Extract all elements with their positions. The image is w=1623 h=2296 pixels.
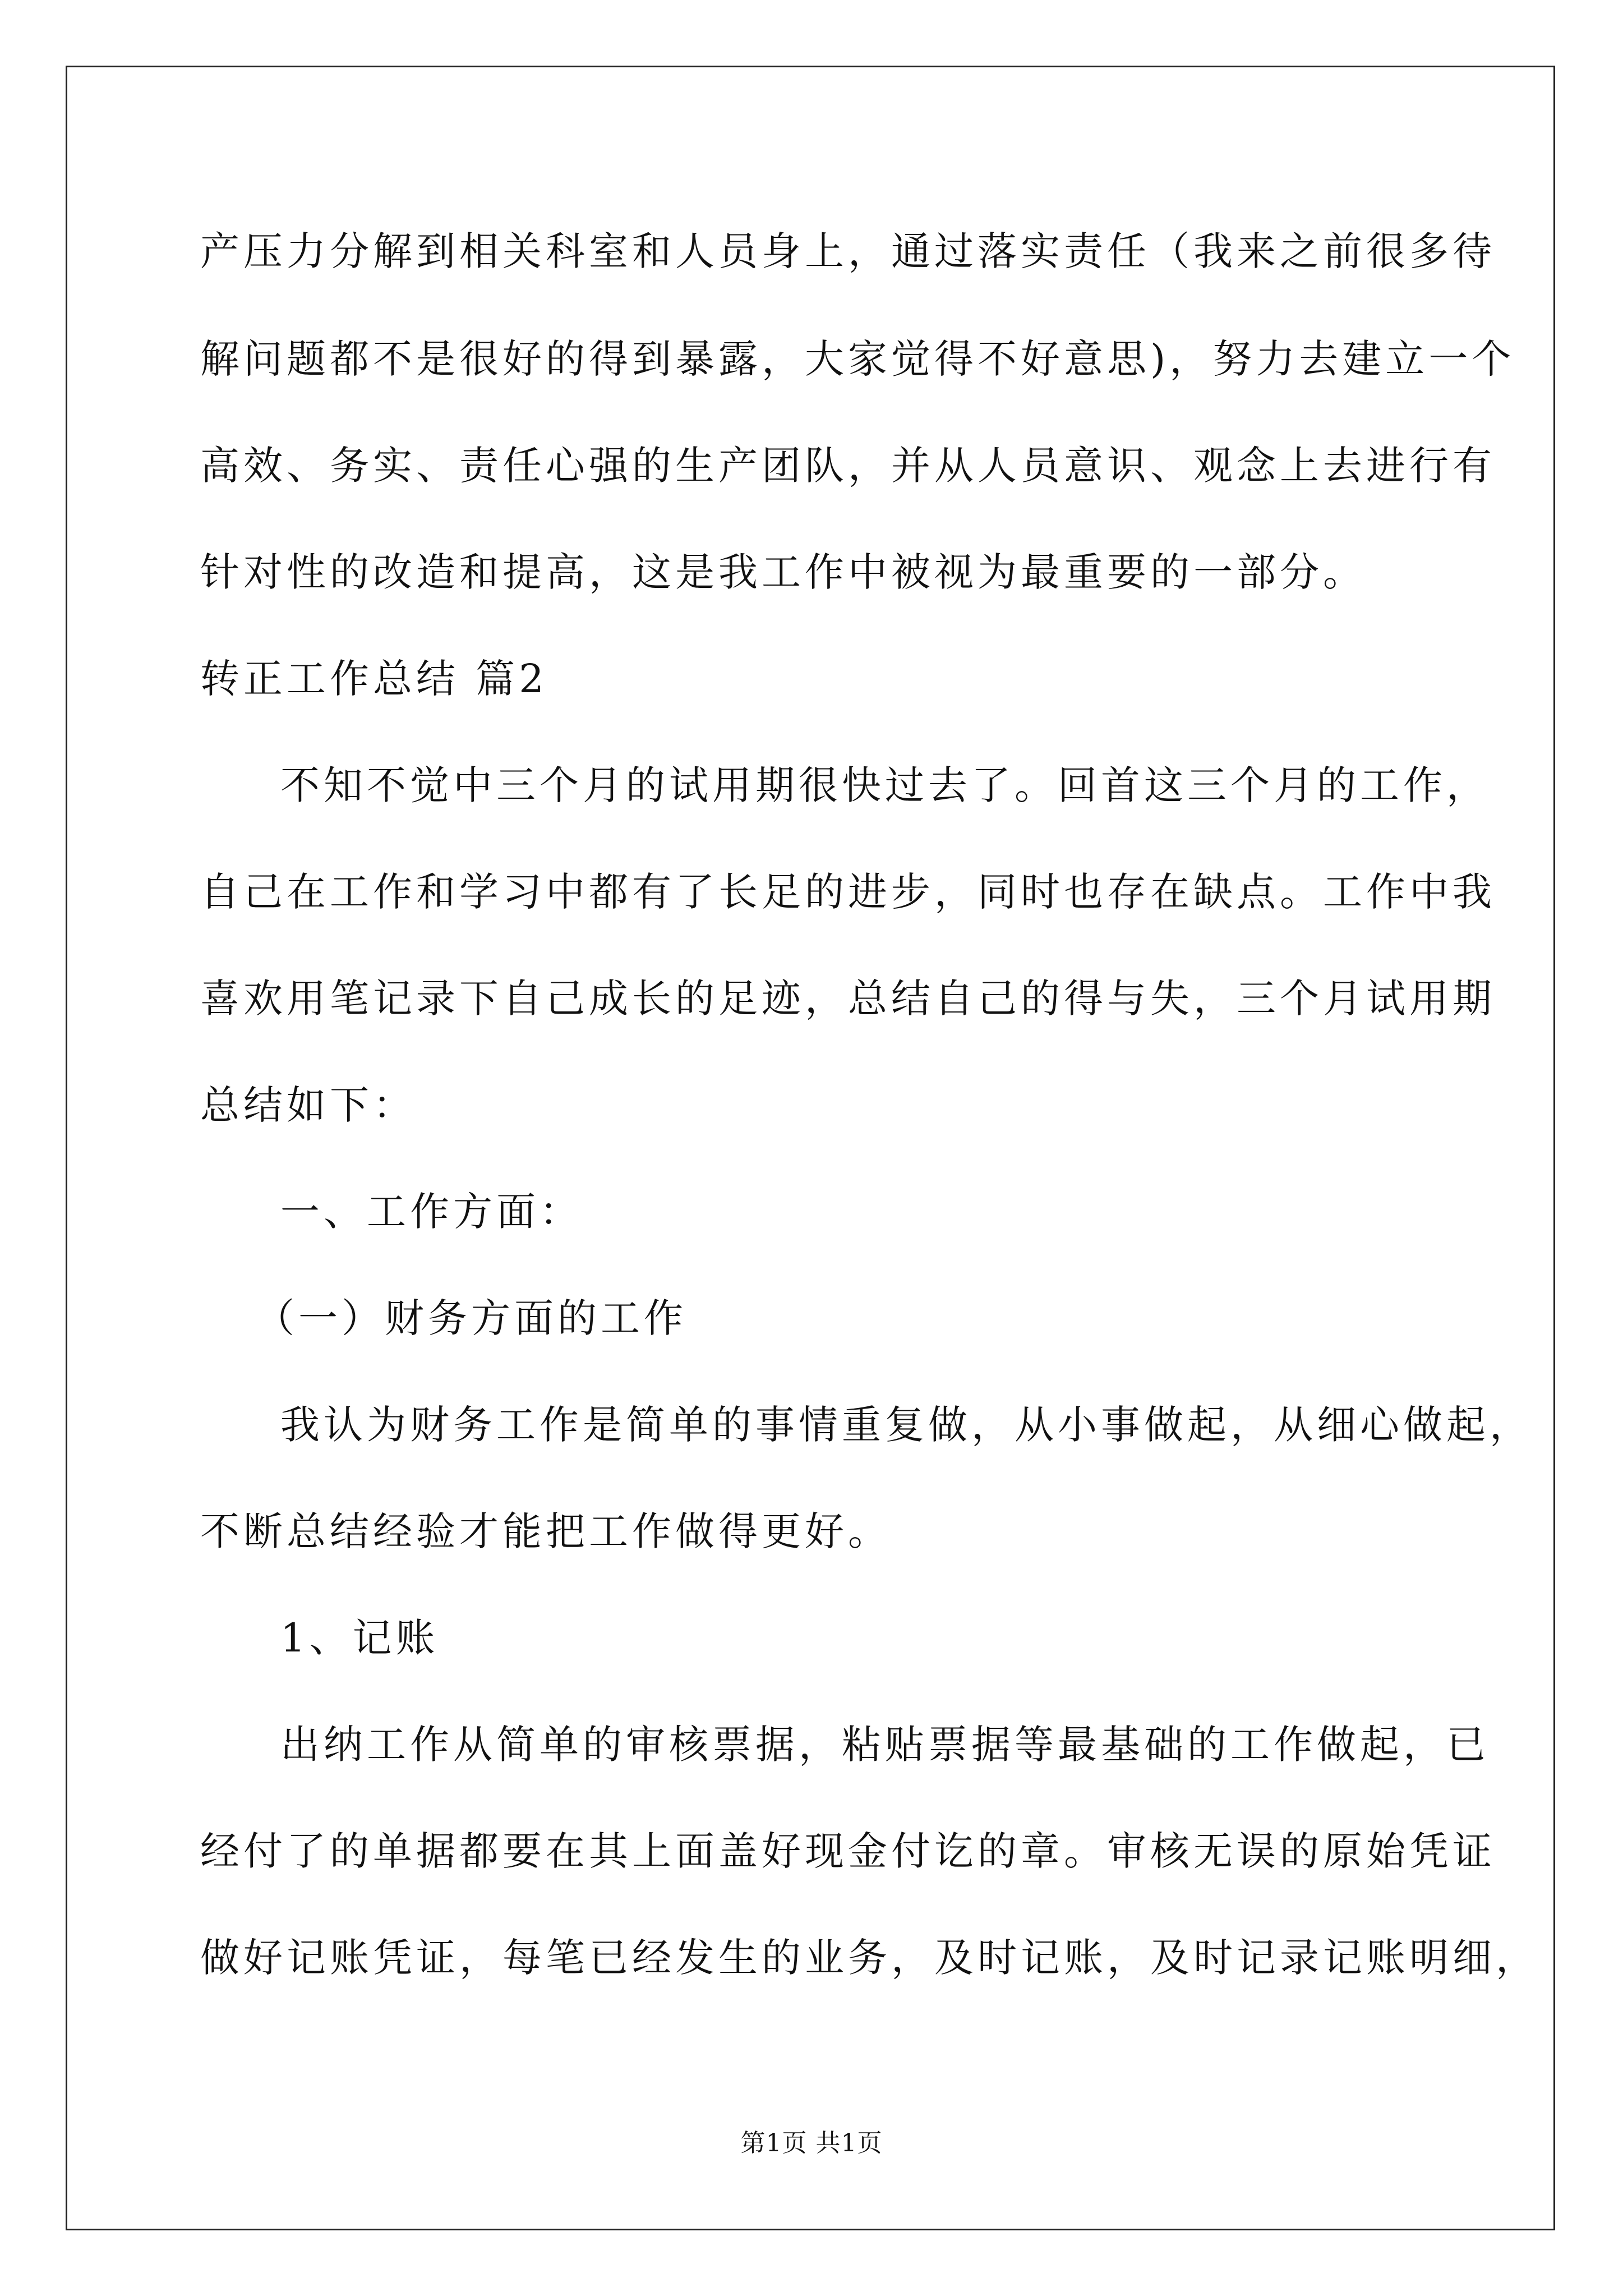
- subheading: （一）财务方面的工作: [255, 1295, 687, 1341]
- body-line: 不知不觉中三个月的试用期很快过去了。回首这三个月的工作，: [280, 762, 1490, 808]
- body-line: 做好记账凭证，每笔已经发生的业务，及时记账，及时记录记账明细，: [200, 1935, 1539, 1981]
- body-line: 产压力分解到相关科室和人员身上，通过落实责任（我来之前很多待: [200, 228, 1496, 274]
- body-line: 出纳工作从简单的审核票据，粘贴票据等最基础的工作做起，已: [280, 1722, 1490, 1768]
- body-line: 针对性的改造和提高，这是我工作中被视为最重要的一部分。: [200, 549, 1366, 595]
- body-line: 经付了的单据都要在其上面盖好现金付讫的章。审核无误的原始凭证: [200, 1828, 1496, 1874]
- body-line: 自己在工作和学习中都有了长足的进步，同时也存在缺点。工作中我: [200, 869, 1496, 915]
- subheading: 一、工作方面：: [280, 1189, 583, 1235]
- body-line: 总结如下：: [200, 1082, 416, 1128]
- body-line: 解问题都不是很好的得到暴露，大家觉得不好意思)，努力去建立一个: [200, 336, 1515, 382]
- body-line: 我认为财务工作是简单的事情重复做，从小事做起，从细心做起，: [280, 1402, 1533, 1448]
- page-footer: 第1页 共1页: [740, 2129, 883, 2157]
- body-line: 高效、务实、责任心强的生产团队，并从人员意识、观念上去进行有: [200, 443, 1496, 489]
- body-line: 不断总结经验才能把工作做得更好。: [200, 1508, 891, 1554]
- subheading: 1、记账: [280, 1615, 439, 1661]
- page-border: [66, 66, 1555, 2230]
- section-heading: 转正工作总结 篇2: [200, 656, 548, 702]
- body-line: 喜欢用笔记录下自己成长的足迹，总结自己的得与失，三个月试用期: [200, 976, 1496, 1022]
